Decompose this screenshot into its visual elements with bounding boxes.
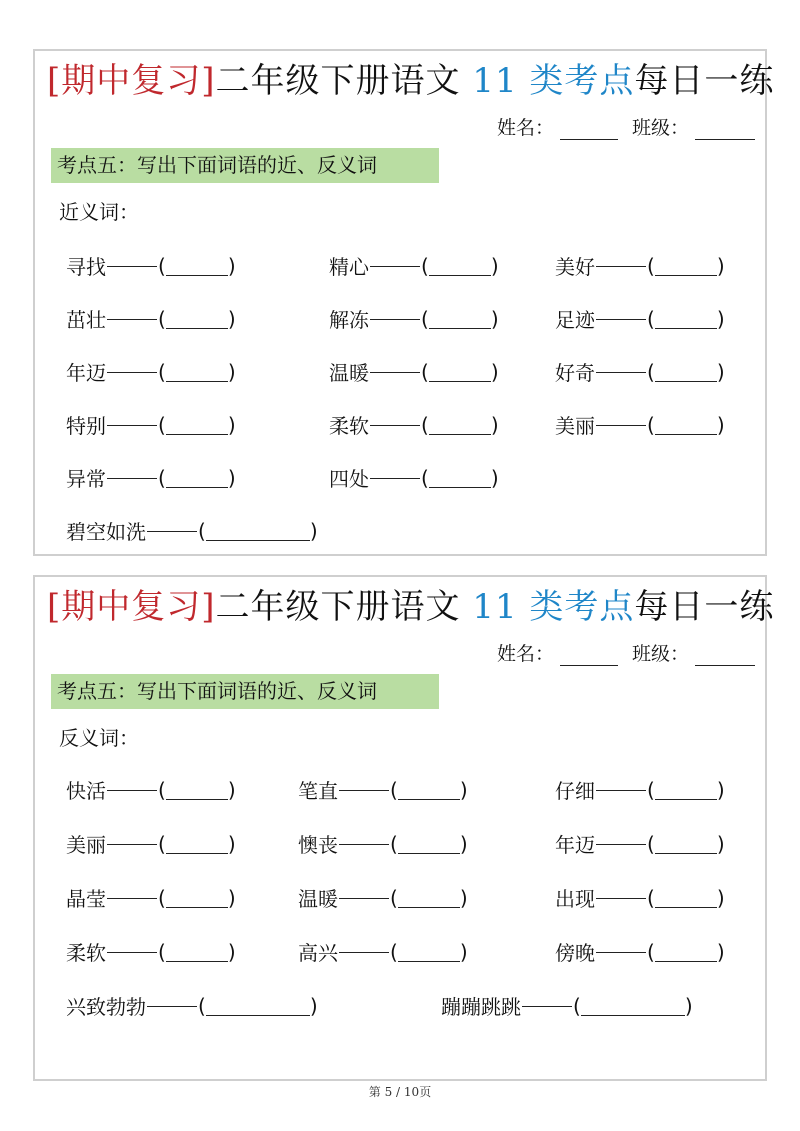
- dash-line: [107, 898, 157, 899]
- word-text: 傍晚: [555, 941, 595, 965]
- word-item: [298, 829, 468, 858]
- close-paren: ): [716, 777, 725, 802]
- dash-line: [107, 844, 157, 845]
- close-paren: ): [716, 306, 725, 331]
- close-paren: ): [309, 518, 318, 543]
- close-paren: ): [459, 885, 468, 910]
- close-paren: ): [459, 939, 468, 964]
- word-item: [66, 775, 236, 804]
- close-paren: ): [716, 885, 725, 910]
- answer-blank[interactable]: [166, 887, 228, 908]
- word-text: 碧空如洗: [66, 520, 146, 544]
- title-grade: 二年级下册语文: [215, 587, 461, 627]
- close-paren: ): [459, 777, 468, 802]
- word-text: 晶莹: [66, 887, 106, 911]
- title-tail: 每日一练: [634, 61, 775, 101]
- open-paren: (: [647, 831, 655, 856]
- worksheet-card-synonyms: [33, 49, 775, 556]
- dash-line: [339, 790, 389, 791]
- word-item: [66, 463, 236, 492]
- dash-line: [107, 266, 157, 267]
- answer-blank[interactable]: [398, 941, 460, 962]
- word-text: 四处: [329, 467, 369, 491]
- open-paren: (: [390, 831, 398, 856]
- close-paren: ): [716, 939, 725, 964]
- answer-blank[interactable]: [166, 308, 228, 329]
- open-paren: (: [158, 885, 166, 910]
- class-label: 班级：: [631, 643, 689, 665]
- answer-blank[interactable]: [206, 995, 310, 1016]
- word-item: [555, 251, 725, 280]
- title-topic: 类考点: [529, 61, 635, 101]
- word-text: 温暖: [329, 361, 369, 385]
- section-banner: 考点五：写出下面词语的近、反义词: [51, 674, 439, 709]
- dash-line: [339, 898, 389, 899]
- name-class-bar: [497, 639, 755, 666]
- word-text: 解冻: [329, 308, 369, 332]
- close-paren: ): [490, 306, 499, 331]
- dash-line: [596, 266, 646, 267]
- open-paren: (: [198, 518, 206, 543]
- title-tail: 每日一练: [634, 587, 775, 627]
- word-item: [441, 991, 693, 1020]
- word-text: 出现: [555, 887, 595, 911]
- answer-blank[interactable]: [429, 361, 491, 382]
- dash-line: [339, 952, 389, 953]
- answer-blank[interactable]: [398, 833, 460, 854]
- dash-line: [107, 425, 157, 426]
- close-paren: ): [227, 831, 236, 856]
- answer-blank[interactable]: [581, 995, 685, 1016]
- dash-line: [596, 952, 646, 953]
- dash-line: [596, 425, 646, 426]
- subhead-antonyms: 反义词：: [59, 726, 139, 750]
- dash-line: [596, 372, 646, 373]
- answer-blank[interactable]: [655, 779, 717, 800]
- name-blank[interactable]: [560, 645, 618, 666]
- close-paren: ): [490, 359, 499, 384]
- open-paren: (: [647, 777, 655, 802]
- word-item: [66, 410, 236, 439]
- word-item: [66, 251, 236, 280]
- answer-blank[interactable]: [166, 467, 228, 488]
- word-text: 美丽: [555, 414, 595, 438]
- answer-blank[interactable]: [166, 414, 228, 435]
- close-paren: ): [227, 777, 236, 802]
- open-paren: (: [158, 939, 166, 964]
- word-text: 蹦蹦跳跳: [441, 995, 521, 1019]
- word-item: [555, 883, 725, 912]
- word-item: [66, 304, 236, 333]
- open-paren: (: [421, 465, 429, 490]
- word-text: 异常: [66, 467, 106, 491]
- answer-blank[interactable]: [166, 941, 228, 962]
- open-paren: (: [158, 306, 166, 331]
- open-paren: (: [158, 465, 166, 490]
- word-item: [555, 304, 725, 333]
- open-paren: (: [647, 359, 655, 384]
- answer-blank[interactable]: [655, 941, 717, 962]
- dash-line: [370, 425, 420, 426]
- answer-blank[interactable]: [655, 361, 717, 382]
- close-paren: ): [227, 253, 236, 278]
- answer-blank[interactable]: [398, 887, 460, 908]
- word-text: 精心: [329, 255, 369, 279]
- dash-line: [370, 372, 420, 373]
- word-text: 快活: [66, 779, 106, 803]
- word-text: 温暖: [298, 887, 338, 911]
- answer-blank[interactable]: [398, 779, 460, 800]
- subhead-synonyms: 近义词：: [59, 200, 139, 224]
- word-text: 笔直: [298, 779, 338, 803]
- answer-blank[interactable]: [429, 255, 491, 276]
- word-item: [555, 410, 725, 439]
- close-paren: ): [227, 412, 236, 437]
- word-item: [298, 883, 468, 912]
- dash-line: [596, 790, 646, 791]
- close-paren: ): [227, 359, 236, 384]
- title-grade: 二年级下册语文: [215, 61, 461, 101]
- close-paren: ): [490, 253, 499, 278]
- close-paren: ): [716, 359, 725, 384]
- word-item: [329, 357, 499, 386]
- word-text: 柔软: [329, 414, 369, 438]
- word-item: [66, 937, 236, 966]
- word-item: [555, 937, 725, 966]
- class-label: 班级：: [631, 117, 689, 139]
- word-item: [555, 829, 725, 858]
- word-text: 年迈: [66, 361, 106, 385]
- word-text: 美丽: [66, 833, 106, 857]
- open-paren: (: [390, 885, 398, 910]
- answer-blank[interactable]: [166, 361, 228, 382]
- close-paren: ): [684, 993, 693, 1018]
- dash-line: [596, 844, 646, 845]
- close-paren: ): [227, 306, 236, 331]
- open-paren: (: [421, 359, 429, 384]
- dash-line: [147, 1006, 197, 1007]
- word-item: [298, 937, 468, 966]
- word-item: [66, 829, 236, 858]
- open-paren: (: [647, 253, 655, 278]
- close-paren: ): [227, 465, 236, 490]
- open-paren: (: [421, 306, 429, 331]
- open-paren: (: [647, 885, 655, 910]
- open-paren: (: [421, 253, 429, 278]
- answer-blank[interactable]: [166, 833, 228, 854]
- worksheet-title: [47, 587, 774, 627]
- open-paren: (: [647, 412, 655, 437]
- answer-blank[interactable]: [166, 779, 228, 800]
- dash-line: [107, 952, 157, 953]
- title-number: 11: [472, 587, 518, 627]
- open-paren: (: [198, 993, 206, 1018]
- word-text: 特别: [66, 414, 106, 438]
- answer-blank[interactable]: [429, 467, 491, 488]
- word-text: 好奇: [555, 361, 595, 385]
- name-label: 姓名：: [496, 643, 554, 665]
- dash-line: [107, 372, 157, 373]
- close-paren: ): [227, 939, 236, 964]
- dash-line: [107, 478, 157, 479]
- dash-line: [107, 790, 157, 791]
- close-paren: ): [490, 412, 499, 437]
- close-paren: ): [227, 885, 236, 910]
- open-paren: (: [573, 993, 581, 1018]
- dash-line: [596, 319, 646, 320]
- word-text: 柔软: [66, 941, 106, 965]
- word-text: 懊丧: [298, 833, 338, 857]
- word-item: [329, 410, 499, 439]
- word-item: [66, 516, 318, 545]
- open-paren: (: [647, 306, 655, 331]
- close-paren: ): [459, 831, 468, 856]
- title-topic: 类考点: [529, 587, 635, 627]
- close-paren: ): [309, 993, 318, 1018]
- answer-blank[interactable]: [655, 887, 717, 908]
- open-paren: (: [647, 939, 655, 964]
- close-paren: ): [716, 253, 725, 278]
- word-text: 年迈: [555, 833, 595, 857]
- dash-line: [370, 266, 420, 267]
- word-text: 美好: [555, 255, 595, 279]
- open-paren: (: [158, 412, 166, 437]
- open-paren: (: [158, 831, 166, 856]
- dash-line: [339, 844, 389, 845]
- answer-blank[interactable]: [655, 255, 717, 276]
- close-paren: ): [716, 831, 725, 856]
- page-footer: 第 5 / 10页: [368, 1085, 432, 1099]
- word-item: [329, 304, 499, 333]
- word-item: [555, 357, 725, 386]
- answer-blank[interactable]: [655, 308, 717, 329]
- word-item: [555, 775, 725, 804]
- word-item: [329, 251, 499, 280]
- dash-line: [370, 319, 420, 320]
- word-item: [66, 357, 236, 386]
- dash-line: [370, 478, 420, 479]
- answer-blank[interactable]: [429, 308, 491, 329]
- title-number: 11: [472, 61, 518, 101]
- worksheet-title: [47, 61, 774, 101]
- dash-line: [596, 898, 646, 899]
- answer-blank[interactable]: [429, 414, 491, 435]
- answer-blank[interactable]: [166, 255, 228, 276]
- word-text: 茁壮: [66, 308, 106, 332]
- word-item: [329, 463, 499, 492]
- word-text: 高兴: [298, 941, 338, 965]
- word-item: [66, 991, 318, 1020]
- open-paren: (: [158, 777, 166, 802]
- answer-blank[interactable]: [655, 414, 717, 435]
- answer-blank[interactable]: [206, 520, 310, 541]
- dash-line: [147, 531, 197, 532]
- word-text: 兴致勃勃: [66, 995, 146, 1019]
- dash-line: [107, 319, 157, 320]
- word-item: [298, 775, 468, 804]
- open-paren: (: [158, 359, 166, 384]
- open-paren: (: [158, 253, 166, 278]
- section-banner: 考点五：写出下面词语的近、反义词: [51, 148, 439, 183]
- dash-line: [522, 1006, 572, 1007]
- close-paren: ): [716, 412, 725, 437]
- open-paren: (: [390, 939, 398, 964]
- name-class-bar: [497, 113, 755, 140]
- name-label: 姓名：: [496, 117, 554, 139]
- name-blank[interactable]: [560, 119, 618, 140]
- answer-blank[interactable]: [655, 833, 717, 854]
- class-blank[interactable]: [695, 645, 755, 666]
- word-item: [66, 883, 236, 912]
- worksheet-card-antonyms: [33, 575, 775, 1081]
- title-bracket: [期中复习]: [47, 587, 216, 627]
- word-text: 仔细: [555, 779, 595, 803]
- word-text: 足迹: [555, 308, 595, 332]
- open-paren: (: [421, 412, 429, 437]
- close-paren: ): [490, 465, 499, 490]
- title-bracket: [期中复习]: [47, 61, 216, 101]
- word-text: 寻找: [66, 255, 106, 279]
- class-blank[interactable]: [695, 119, 755, 140]
- open-paren: (: [390, 777, 398, 802]
